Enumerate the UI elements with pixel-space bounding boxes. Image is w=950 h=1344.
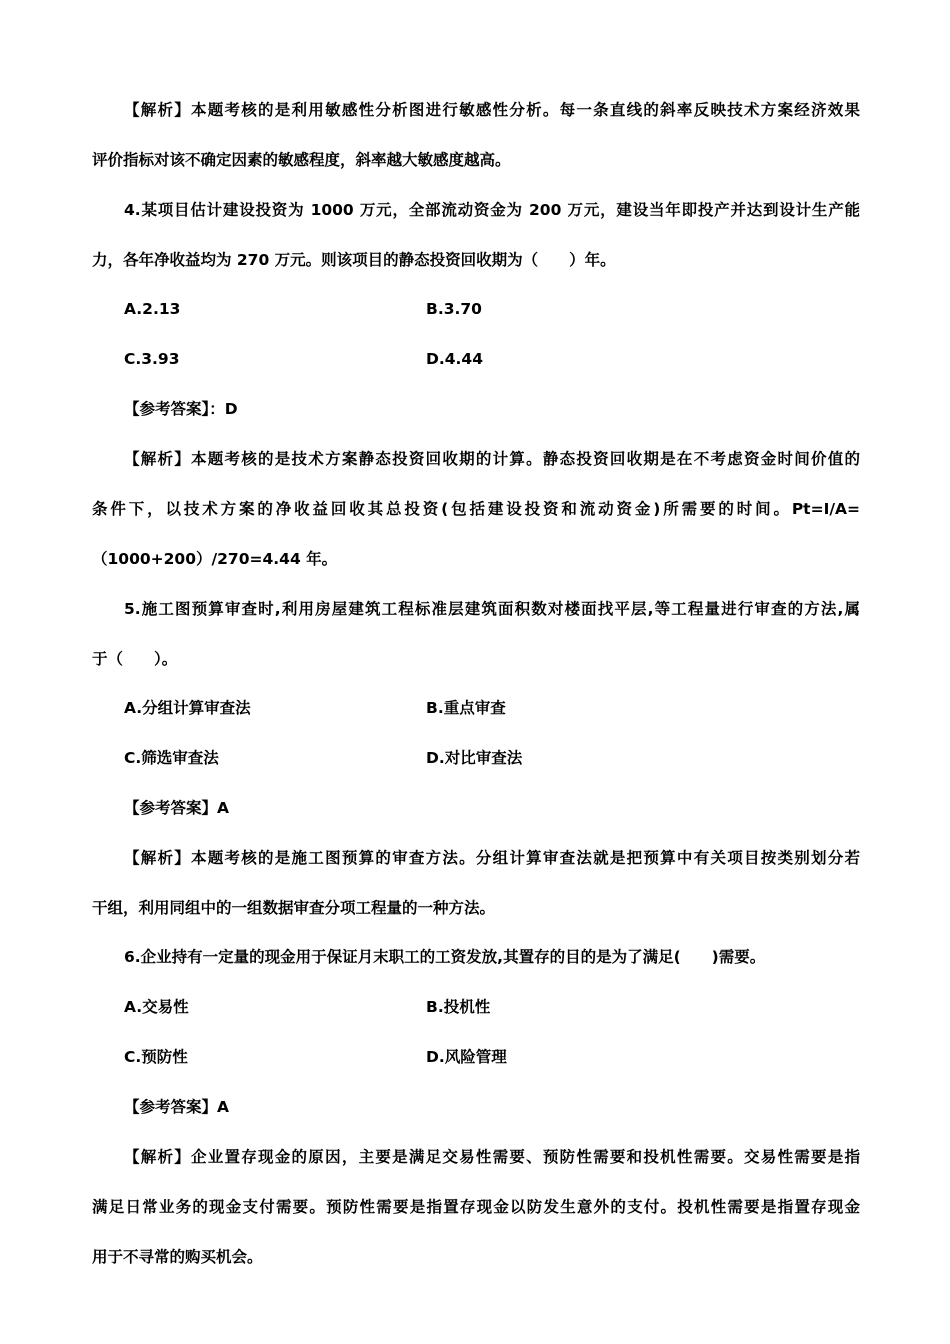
analysis-q3-line-2: 评价指标对该不确定因素的敏感程度，斜率越大敏感度越高。	[92, 151, 511, 169]
q5-option-a: A.分组计算审查法	[124, 699, 251, 717]
analysis-q6-line-1: 【解析】企业置存现金的原因，主要是满足交易性需要、预防性需要和投机性需要。交易性需要是指	[124, 1148, 860, 1166]
question-4-line-2: 力，各年净收益均为 270 万元。则该项目的静态投资回收期为（ ）年。	[92, 251, 616, 269]
q6-option-d: D.风险管理	[426, 1048, 507, 1066]
q5-option-c: C.筛选审查法	[124, 749, 219, 767]
analysis-q6-line-3: 用于不寻常的购买机会。	[92, 1248, 263, 1266]
q5-option-b: B.重点审查	[426, 699, 506, 717]
analysis-q5-line-2: 干组，利用同组中的一组数据审查分项工程量的一种方法。	[92, 899, 496, 917]
question-6-line-1: 6.企业持有一定量的现金用于保证月末职工的工资发放,其置存的目的是为了满足( )需要。	[124, 948, 766, 966]
analysis-q4-line-3: （1000+200）/270=4.44 年。	[92, 550, 338, 568]
analysis-q6-line-2: 满足日常业务的现金支付需要。预防性需要是指置存现金以防发生意外的支付。投机性需要是指置存现金	[92, 1198, 860, 1216]
question-5-line-2: 于（ ）。	[92, 650, 178, 668]
analysis-q4-line-2: 条件下，以技术方案的净收益回收其总投资(包括建设投资和流动资金)所需要的时间。Pt=I/A=	[92, 500, 860, 518]
analysis-q4-line-1: 【解析】本题考核的是技术方案静态投资回收期的计算。静态投资回收期是在不考虑资金时间价值的	[124, 450, 860, 468]
q4-option-d: D.4.44	[426, 350, 483, 368]
question-5-line-1: 5.施工图预算审查时,利用房屋建筑工程标准层建筑面积数对楼面找平层,等工程量进行审查的方法,属	[124, 600, 860, 618]
q5-option-d: D.对比审查法	[426, 749, 523, 767]
q4-answer: 【参考答案】：D	[124, 400, 238, 418]
question-4-line-1: 4.某项目估计建设投资为 1000 万元，全部流动资金为 200 万元，建设当年即投产并达到设计生产能	[124, 201, 860, 219]
q4-option-a: A.2.13	[124, 300, 181, 318]
q6-option-a: A.交易性	[124, 998, 189, 1016]
q5-answer: 【参考答案】A	[124, 799, 229, 817]
analysis-q5-line-1: 【解析】本题考核的是施工图预算的审查方法。分组计算审查法就是把预算中有关项目按类别划分若	[124, 849, 860, 867]
analysis-q3-line-1: 【解析】本题考核的是利用敏感性分析图进行敏感性分析。每一条直线的斜率反映技术方案经济效果	[124, 101, 860, 119]
q4-option-c: C.3.93	[124, 350, 180, 368]
q6-answer: 【参考答案】A	[124, 1098, 229, 1116]
q6-option-b: B.投机性	[426, 998, 491, 1016]
q6-option-c: C.预防性	[124, 1048, 188, 1066]
q4-option-b: B.3.70	[426, 300, 482, 318]
